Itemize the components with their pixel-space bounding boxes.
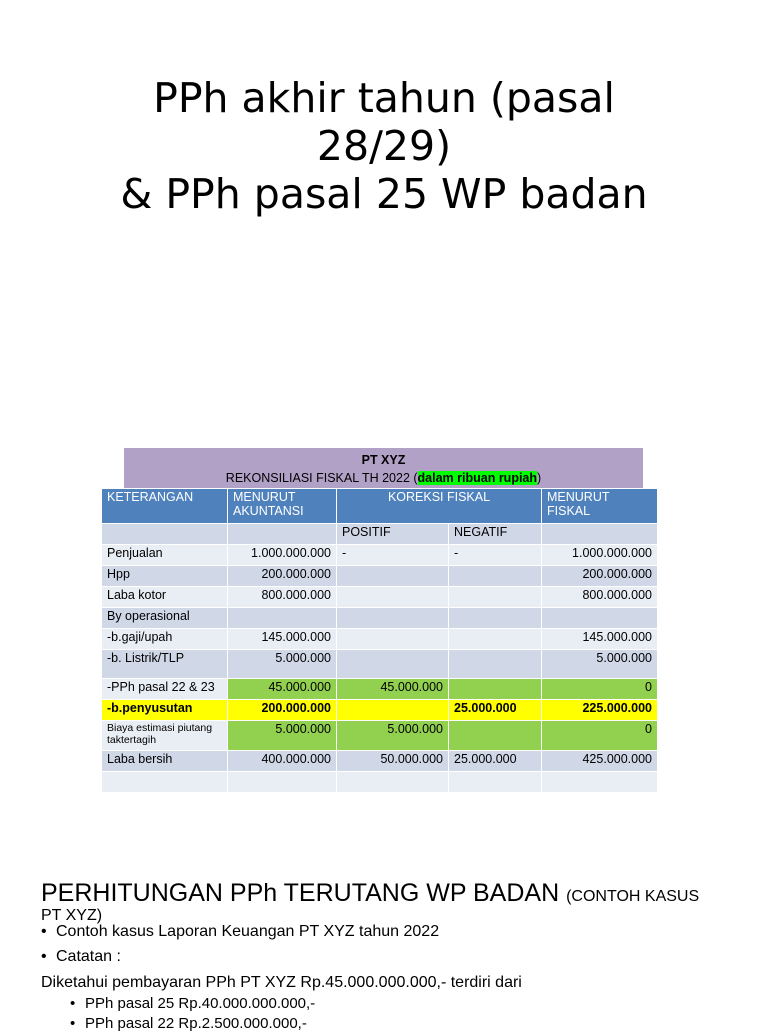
table-row-green	[102, 679, 658, 700]
subheader-positif: POSITIF	[337, 524, 449, 545]
cell-positif	[337, 650, 449, 679]
cell-positif: 5.000.000	[337, 721, 449, 751]
cell-akuntansi: 800.000.000	[228, 587, 337, 608]
cell-akuntansi: 45.000.000	[228, 679, 337, 700]
subheader-empty-1	[102, 524, 228, 545]
cell-fiskal: 800.000.000	[542, 587, 658, 608]
table-row	[102, 772, 658, 793]
cell-fiskal: 425.000.000	[542, 751, 658, 772]
cell-fiskal: 0	[542, 721, 658, 751]
cell-positif: 50.000.000	[337, 751, 449, 772]
bullet-item	[41, 922, 439, 942]
cell-akuntansi	[228, 772, 337, 793]
table-header-row	[102, 489, 658, 524]
title-line-3: & PPh pasal 25 WP badan	[120, 170, 648, 218]
cell-fiskal	[542, 772, 658, 793]
cell-fiskal	[542, 608, 658, 629]
cell-negatif: 25.000.000	[449, 751, 542, 772]
cell-fiskal: 225.000.000	[542, 700, 658, 721]
table-row	[102, 751, 658, 772]
cell-keterangan: Hpp	[102, 566, 228, 587]
table-row	[102, 650, 658, 679]
cell-negatif	[449, 566, 542, 587]
header-akuntansi: MENURUT AKUNTANSI	[228, 489, 337, 524]
cell-akuntansi: 5.000.000	[228, 650, 337, 679]
cell-positif: -	[337, 545, 449, 566]
cell-positif	[337, 608, 449, 629]
bullet-item	[41, 947, 121, 967]
cell-fiskal: 1.000.000.000	[542, 545, 658, 566]
section-heading	[41, 878, 699, 912]
cell-negatif	[449, 772, 542, 793]
bullet-dot-icon: •	[70, 1015, 76, 1032]
reconciliation-table	[101, 488, 658, 793]
cell-negatif	[449, 587, 542, 608]
cell-akuntansi: 1.000.000.000	[228, 545, 337, 566]
cell-keterangan: Laba kotor	[102, 587, 228, 608]
cell-akuntansi: 200.000.000	[228, 700, 337, 721]
banner-subtitle-text: REKONSILIASI FISKAL TH 2022 (	[225, 471, 418, 485]
cell-negatif: -	[449, 545, 542, 566]
cell-negatif	[449, 721, 542, 751]
title-line-2: 28/29)	[316, 122, 452, 170]
cell-negatif	[449, 679, 542, 700]
cell-akuntansi	[228, 608, 337, 629]
cell-positif: 45.000.000	[337, 679, 449, 700]
table-row-yellow	[102, 700, 658, 721]
cell-positif	[337, 566, 449, 587]
section-heading-sub: (CONTOH KASUS	[566, 888, 700, 905]
cell-fiskal: 200.000.000	[542, 566, 658, 587]
cell-akuntansi: 200.000.000	[228, 566, 337, 587]
header-fiskal: MENURUT FISKAL	[542, 489, 658, 524]
cell-keterangan: -b.penyusutan	[102, 700, 228, 721]
cell-keterangan: -PPh pasal 22 & 23	[102, 679, 228, 700]
banner-unit-highlight: dalam ribuan rupiah	[417, 471, 538, 485]
bullet-dot-icon: •	[41, 948, 47, 965]
slide-title	[40, 74, 728, 218]
banner-subtitle	[124, 469, 643, 487]
table-row-green	[102, 721, 658, 751]
cell-keterangan: -b.gaji/upah	[102, 629, 228, 650]
cell-keterangan: Penjualan	[102, 545, 228, 566]
header-koreksi: KOREKSI FISKAL	[337, 489, 542, 524]
cell-keterangan: Laba bersih	[102, 751, 228, 772]
title-line-1: PPh akhir tahun (pasal	[153, 74, 615, 122]
sub-bullet-item	[70, 1014, 307, 1034]
cell-negatif: 25.000.000	[449, 700, 542, 721]
section-heading-text: PERHITUNGAN PPh TERUTANG WP BADAN	[41, 879, 560, 907]
cell-positif	[337, 700, 449, 721]
section-heading-sub-2: PT XYZ)	[41, 907, 103, 924]
cell-negatif	[449, 629, 542, 650]
cell-positif	[337, 587, 449, 608]
company-name: PT XYZ	[361, 453, 406, 467]
slide-2	[0, 852, 768, 1032]
bullet-dot-icon: •	[41, 923, 47, 940]
cell-fiskal: 5.000.000	[542, 650, 658, 679]
cell-akuntansi: 145.000.000	[228, 629, 337, 650]
cell-keterangan	[102, 772, 228, 793]
sub-bullet-text: PPh pasal 22 Rp.2.500.000.000,-	[85, 1015, 307, 1032]
table-row	[102, 629, 658, 650]
cell-positif	[337, 629, 449, 650]
cell-negatif	[449, 650, 542, 679]
subheader-empty-2	[228, 524, 337, 545]
cell-fiskal: 0	[542, 679, 658, 700]
subheader-empty-3	[542, 524, 658, 545]
subheader-negatif: NEGATIF	[449, 524, 542, 545]
table-banner	[124, 448, 643, 488]
table-row	[102, 566, 658, 587]
table-row	[102, 608, 658, 629]
cell-keterangan: By operasional	[102, 608, 228, 629]
header-keterangan: KETERANGAN	[102, 489, 228, 524]
reconciliation-table-block	[101, 448, 657, 793]
banner-close: )	[537, 471, 542, 485]
paragraph: Diketahui pembayaran PPh PT XYZ Rp.45.000.000.000,- terdiri dari	[41, 974, 522, 991]
bullet-dot-icon: •	[70, 995, 76, 1012]
bullet-text: Contoh kasus Laporan Keuangan PT XYZ tahun 2022	[56, 923, 440, 940]
sub-bullet-item	[70, 994, 315, 1014]
cell-akuntansi: 400.000.000	[228, 751, 337, 772]
table-row	[102, 545, 658, 566]
bullet-text: Catatan :	[56, 948, 121, 965]
cell-keterangan: -b. Listrik/TLP	[102, 650, 228, 679]
subheader-row	[102, 524, 658, 545]
cell-akuntansi: 5.000.000	[228, 721, 337, 751]
cell-positif	[337, 772, 449, 793]
cell-negatif	[449, 608, 542, 629]
table-row	[102, 587, 658, 608]
cell-fiskal: 145.000.000	[542, 629, 658, 650]
cell-keterangan: Biaya estimasi piutang taktertagih	[102, 721, 228, 751]
sub-bullet-text: PPh pasal 25 Rp.40.000.000.000,-	[85, 995, 316, 1012]
